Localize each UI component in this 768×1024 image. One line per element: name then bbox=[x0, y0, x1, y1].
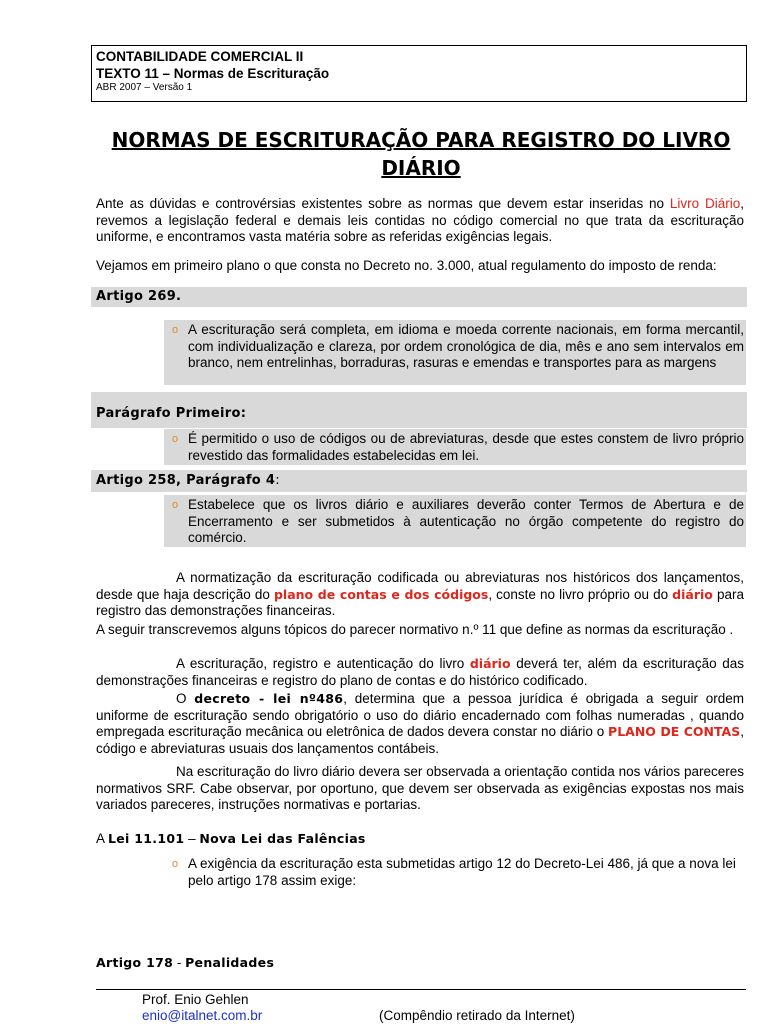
bullet-icon: o bbox=[172, 858, 179, 870]
artigo-269-text: A escrituração será completa, em idioma e moeda corrente nacionais, em forma mercantil, com individualização e clareza, por ordem cronológica de dia, mês e ano sem intervalos em branco, nem entrelinhas, borraduras, rasuras e emendas e transportes para as margens bbox=[188, 322, 744, 370]
bullet-icon: o bbox=[172, 324, 179, 336]
livro-diario-highlight: Livro Diário bbox=[669, 196, 741, 211]
intro-paragraph bbox=[96, 196, 744, 246]
footer-note: (Compêndio retirado da Internet) bbox=[379, 1008, 575, 1023]
intro-text-2: , revemos a legislação federal e demais leis contidas no código comercial no que trata da escrituração uniforme, e encontramos vasta matéria sobre as referidas exigências legais. bbox=[96, 196, 744, 244]
lei-name: Nova Lei das Falências bbox=[199, 831, 366, 846]
p4-text-b: , determina que a pessoa jurídica é obrigada a seguir ordem uniforme de escrituração sendo obrigatório o uso do diário encadernado com folhas numeradas , quando empregada escrituração mecânica ou eletrônica de dados devera constar no diário o bbox=[96, 691, 744, 739]
decreto-lei-paragraph bbox=[96, 691, 744, 757]
artigo-269-heading: Artigo 269. bbox=[91, 287, 747, 307]
plano-de-contas-highlight: plano de contas e dos códigos bbox=[273, 586, 489, 602]
decree-paragraph: Vejamos em primeiro plano o que consta no Decreto no. 3.000, atual regulamento do imposto de renda: bbox=[96, 258, 717, 273]
lei-falencias-line bbox=[96, 831, 744, 848]
orientacao-paragraph bbox=[96, 764, 744, 814]
footer-divider bbox=[96, 989, 746, 990]
parecer-paragraph: A seguir transcrevemos alguns tópicos do parecer normativo n.º 11 que define as normas da escrituração . bbox=[96, 622, 734, 637]
artigo-269-box bbox=[164, 320, 746, 385]
document-header-box bbox=[91, 45, 747, 102]
course-name: CONTABILIDADE COMERCIAL II bbox=[96, 49, 304, 64]
diario-highlight-2: diário bbox=[469, 656, 511, 671]
lei-falencias-text: A exigência da escrituração esta submetidas artigo 12 do Decreto-Lei 486, já que a nova lei pelo artigo 178 assim exige: bbox=[188, 856, 736, 888]
artigo-178-dash: - bbox=[173, 955, 186, 970]
decreto-lei-bold: decreto - lei nº486 bbox=[194, 691, 344, 706]
lei-number: Lei 11.101 bbox=[108, 831, 185, 846]
p1-text-b: , conste no livro próprio ou do bbox=[488, 586, 673, 602]
paragrafo-primeiro-text: É permitido o uso de códigos ou de abreviaturas, desde que estes constem de livro próprio revestido das formalidades estabelecidas em lei. bbox=[188, 431, 744, 463]
artigo-258-colon: : bbox=[275, 473, 280, 488]
bullet-icon: o bbox=[172, 433, 179, 445]
plano-de-contas-caps-highlight: PLANO DE CONTAS bbox=[608, 724, 741, 739]
intro-text-1: Ante as dúvidas e controvérsias existentes sobre as normas que devem estar inseridas no bbox=[96, 196, 670, 211]
p1-text-c: para registro das demonstrações financeiras. bbox=[96, 586, 744, 618]
footer-author: Prof. Enio Gehlen bbox=[142, 992, 249, 1007]
artigo-178-line bbox=[96, 955, 744, 972]
artigo-178-label: Artigo 178 bbox=[96, 955, 174, 970]
p5-text: Na escrituração do livro diário devera ser observada a orientação contida nos vários pareceres normativos SRF. Cabe observar, por oportuno, que devem ser observada as exigências expostas nos mais variados pareceres, instruções normativas e portarias. bbox=[96, 764, 744, 812]
paragrafo-primeiro-heading: Parágrafo Primeiro: bbox=[91, 392, 747, 428]
diario-highlight: diário bbox=[672, 586, 713, 602]
bullet-icon: o bbox=[172, 499, 179, 511]
escrituracao-paragraph bbox=[96, 656, 744, 689]
artigo-258-heading bbox=[91, 470, 747, 492]
lei-dash: – bbox=[184, 831, 200, 846]
normatizacao-paragraph bbox=[96, 570, 744, 620]
version-label: ABR 2007 – Versão 1 bbox=[96, 82, 193, 93]
p4-text-c: , código e abreviaturas usuais dos lançamentos contábeis. bbox=[96, 724, 744, 756]
footer-email-link[interactable]: enio@italnet.com.br bbox=[142, 1008, 263, 1023]
p1-text-a: A normatização da escrituração codificada ou abreviaturas nos históricos dos lançamentos, desde que haja descrição do bbox=[96, 570, 744, 602]
artigo-258-box bbox=[164, 495, 746, 547]
lei-falencias-item bbox=[164, 856, 746, 889]
artigo-258-text: Estabelece que os livros diário e auxiliares deverão conter Termos de Abertura e de Encerramento e ser submetidos à autenticação no órgão competente do registro do comércio. bbox=[188, 497, 744, 545]
text-title: TEXTO 11 – Normas de Escrituração bbox=[96, 66, 330, 81]
lei-prefix: A bbox=[96, 831, 109, 846]
artigo-258-label: Artigo 258, Parágrafo 4 bbox=[96, 473, 276, 488]
artigo-178-title: Penalidades bbox=[185, 955, 275, 970]
p3-text-a: A escrituração, registro e autenticação do livro bbox=[176, 656, 470, 671]
paragrafo-primeiro-box bbox=[164, 429, 746, 465]
p3-text-b: deverá ter, além da escrituração das demonstrações financeiras e registro do plano de contas e do histórico codificado. bbox=[96, 656, 744, 688]
page-title: NORMAS DE ESCRITURAÇÃO PARA REGISTRO DO LIVRO DIÁRIO bbox=[111, 128, 731, 180]
p4-text-a: O bbox=[176, 691, 195, 706]
